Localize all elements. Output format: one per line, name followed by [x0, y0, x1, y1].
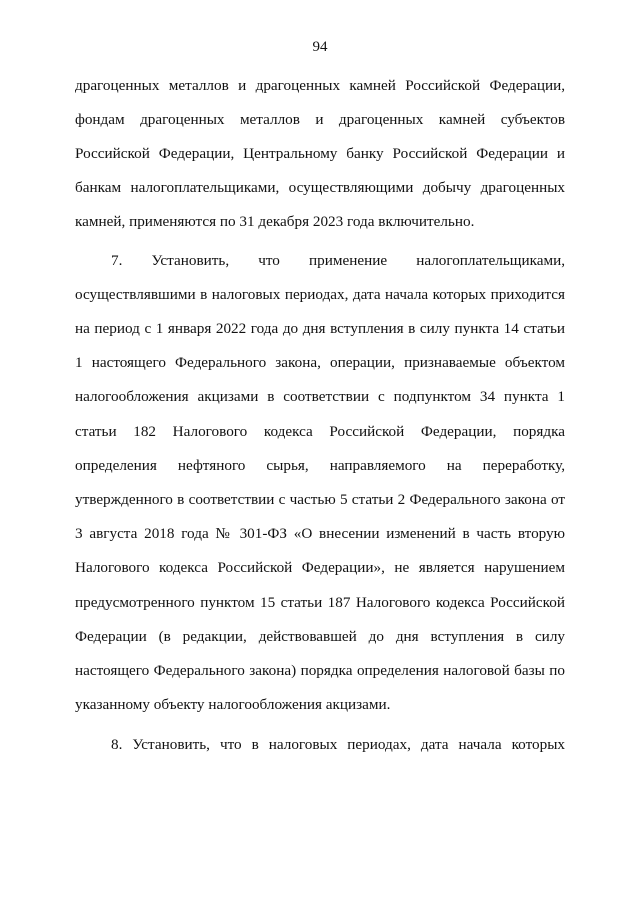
paragraph-8-first-line: 8. Установить, что в налоговых периодах, дата начала которых — [111, 736, 565, 753]
text-line: камней, применяются по 31 декабря 2023 года включительно. — [75, 213, 475, 230]
text-line: на период с 1 января 2022 года до дня вступления в силу пункта 14 статьи — [75, 320, 565, 337]
text-line: осуществлявшими в налоговых периодах, дата начала которых приходится — [75, 286, 565, 303]
text-line: утвержденного в соответствии с частью 5 статьи 2 Федерального закона от — [75, 491, 565, 508]
text-line: статьи 182 Налогового кодекса Российской Федерации, порядка — [75, 423, 565, 440]
page-number: 94 — [312, 39, 328, 55]
text-line: 1 настоящего Федерального закона, операции, признаваемые объектом — [75, 354, 565, 371]
text-line: фондам драгоценных металлов и драгоценных камней субъектов — [75, 111, 565, 128]
text-line: налогообложения акцизами в соответствии с подпунктом 34 пункта 1 — [75, 388, 565, 405]
text-line: указанному объекту налогообложения акцизами. — [75, 696, 391, 713]
paragraph-7-first-line: 7. Установить, что применение налогоплательщиками, — [111, 252, 565, 269]
text-line: Федерации (в редакции, действовавшей до дня вступления в силу — [75, 628, 565, 645]
text-line: Российской Федерации, Центральному банку Российской Федерации и — [75, 145, 565, 162]
text-line: драгоценных металлов и драгоценных камней Российской Федерации, — [75, 77, 565, 94]
text-line: настоящего Федерального закона) порядка определения налоговой базы по — [75, 662, 565, 679]
text-line: определения нефтяного сырья, направляемого на переработку, — [75, 457, 565, 474]
text-line: Налогового кодекса Российской Федерации», не является нарушением — [75, 559, 565, 576]
text-line: предусмотренного пунктом 15 статьи 187 Налогового кодекса Российской — [75, 594, 565, 611]
text-line: банкам налогоплательщиками, осуществляющими добычу драгоценных — [75, 179, 565, 196]
text-line: 3 августа 2018 года № 301-ФЗ «О внесении изменений в часть вторую — [75, 525, 565, 542]
